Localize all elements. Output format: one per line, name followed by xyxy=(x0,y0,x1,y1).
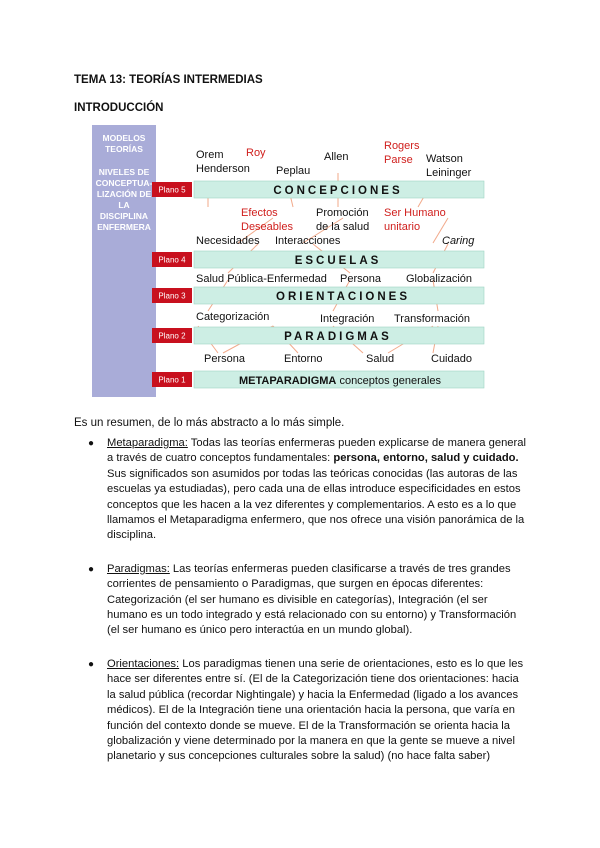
paradigm-transformacion: Transformación xyxy=(394,313,471,325)
diagram-sidebar xyxy=(92,125,156,397)
school-promocion: Promoción xyxy=(316,207,369,219)
sidebar-line: NIVELES DE xyxy=(98,167,150,177)
paradigm-integracion: Integración xyxy=(320,313,375,325)
school-caring: Caring xyxy=(442,235,475,247)
definition-list xyxy=(88,436,528,783)
sidebar-line: DISCIPLINA xyxy=(99,211,149,221)
plane-text: Plano 4 xyxy=(158,255,186,265)
item-text: Las teorías enfermeras pueden clasificarse a través de tres grandes corrientes de pensamiento o Paradigmas, que surgen en épocas diferentes: Categorización (el ser humano es divisible en categorías), Integración (el ser humano es un todo integrado y está relacionado con su entorno) y Transformación (el ser humano es único pero interactúa en un mundo global). xyxy=(107,562,517,637)
bullet-icon: ● xyxy=(88,438,95,449)
item-bold-text: persona, entorno, salud y cuidado. xyxy=(333,452,519,465)
school-unitario: unitario xyxy=(384,221,421,233)
level-metaparadigma: METAPARADIGMA conceptos generales xyxy=(239,375,441,387)
author-allen: Allen xyxy=(324,151,349,163)
concept-entorno: Entorno xyxy=(284,353,323,365)
sidebar-line: ENFERMERA xyxy=(97,222,151,232)
term-orientaciones: Orientaciones: xyxy=(107,657,180,670)
sidebar-line: CONCEPTUA- xyxy=(95,178,153,188)
plane-text: Plano 2 xyxy=(158,331,186,341)
level-escuelas: ESCUELAS xyxy=(294,255,382,267)
sidebar-line: LA xyxy=(118,200,130,210)
author-watson: Watson xyxy=(426,153,463,165)
section-heading: INTRODUCCIÓN xyxy=(74,102,164,114)
orientation-globalizacion: Globalización xyxy=(406,273,473,285)
orientation-persona: Persona xyxy=(340,273,381,285)
author-roy: Roy xyxy=(246,147,266,159)
list-item xyxy=(88,436,528,544)
item-text: Los paradigmas tienen una serie de orientaciones, esto es lo que les hace ser diferentes entre sí. (El de la Categorización tiene dos orientaciones: hacia la salud pública (recordar Nightingale) y hacia la Enfermedad (ligado a los avances médicos). El de la Integración tiene una orientación hacia la persona, que varía en función del contexto donde se mueve. El de la Transformación se orienta hacia la globalización y viene determinado por la manera en que la gente se mueve a nivel planetario y sus concepciones culturales sobre la salud) (no hace falta saber) xyxy=(107,657,524,763)
list-item xyxy=(88,562,528,639)
level-concepciones: CONCEPCIONES xyxy=(273,185,403,197)
sidebar-line: MODELOS xyxy=(102,133,146,143)
author-rogers: Rogers xyxy=(384,140,420,152)
author-leininger: Leininger xyxy=(426,167,472,179)
plane-text: Plano 5 xyxy=(158,185,186,195)
paradigm-categorizacion: Categorización xyxy=(196,311,270,323)
sidebar-line: LIZACIÓN DE xyxy=(96,189,152,199)
author-orem: Orem xyxy=(196,149,224,161)
level-orientaciones: ORIENTACIONES xyxy=(276,291,410,303)
item-text: Todas las teorías enfermeras pueden explicarse de manera general a través de cuatro conceptos fundamentales: xyxy=(107,437,526,465)
author-henderson: Henderson xyxy=(196,163,250,175)
concept-persona: Persona xyxy=(204,353,245,365)
author-peplau: Peplau xyxy=(276,165,311,177)
school-interacciones: Interacciones xyxy=(275,235,341,247)
school-de-la-salud: de la salud xyxy=(316,221,370,233)
concept-cuidado: Cuidado xyxy=(431,353,472,365)
concept-salud: Salud xyxy=(366,353,395,365)
orientation-salud-publica: Salud Pública-Enfermedad xyxy=(196,273,327,285)
term-metaparadigma: Metaparadigma: xyxy=(107,437,188,449)
plane-text: Plano 1 xyxy=(158,375,186,385)
bullet-icon: ● xyxy=(88,563,95,575)
school-necesidades: Necesidades xyxy=(196,235,260,247)
item-text: Sus significados son asumidos por todas las teóricas conocidas (las autoras de las escuelas ya estudiadas), pero cada una de ellas introduce especificidades en estos conceptos que les hacen a la vez diferentes y complementarios. A esto es a lo que llamamos el Metaparadigma enfermero, que nos ofrece una visión panorámica de la disciplina. xyxy=(107,467,525,542)
summary-text: Es un resumen, de lo más abstracto a lo más simple. xyxy=(74,417,345,429)
nursing-theory-diagram xyxy=(88,121,486,399)
bullet-icon: ● xyxy=(88,658,95,670)
school-ser-humano: Ser Humano xyxy=(384,207,446,219)
plane-text: Plano 3 xyxy=(158,291,186,301)
school-deseables: Deseables xyxy=(241,221,293,233)
term-paradigmas: Paradigmas: xyxy=(107,562,170,575)
author-parse: Parse xyxy=(384,154,413,166)
sidebar-line: TEORÍAS xyxy=(105,144,143,154)
level-paradigmas: PARADIGMAS xyxy=(284,331,392,343)
page-title: TEMA 13: TEORÍAS INTERMEDIAS xyxy=(74,74,263,86)
list-item xyxy=(88,657,528,765)
school-efectos: Efectos xyxy=(241,207,278,219)
